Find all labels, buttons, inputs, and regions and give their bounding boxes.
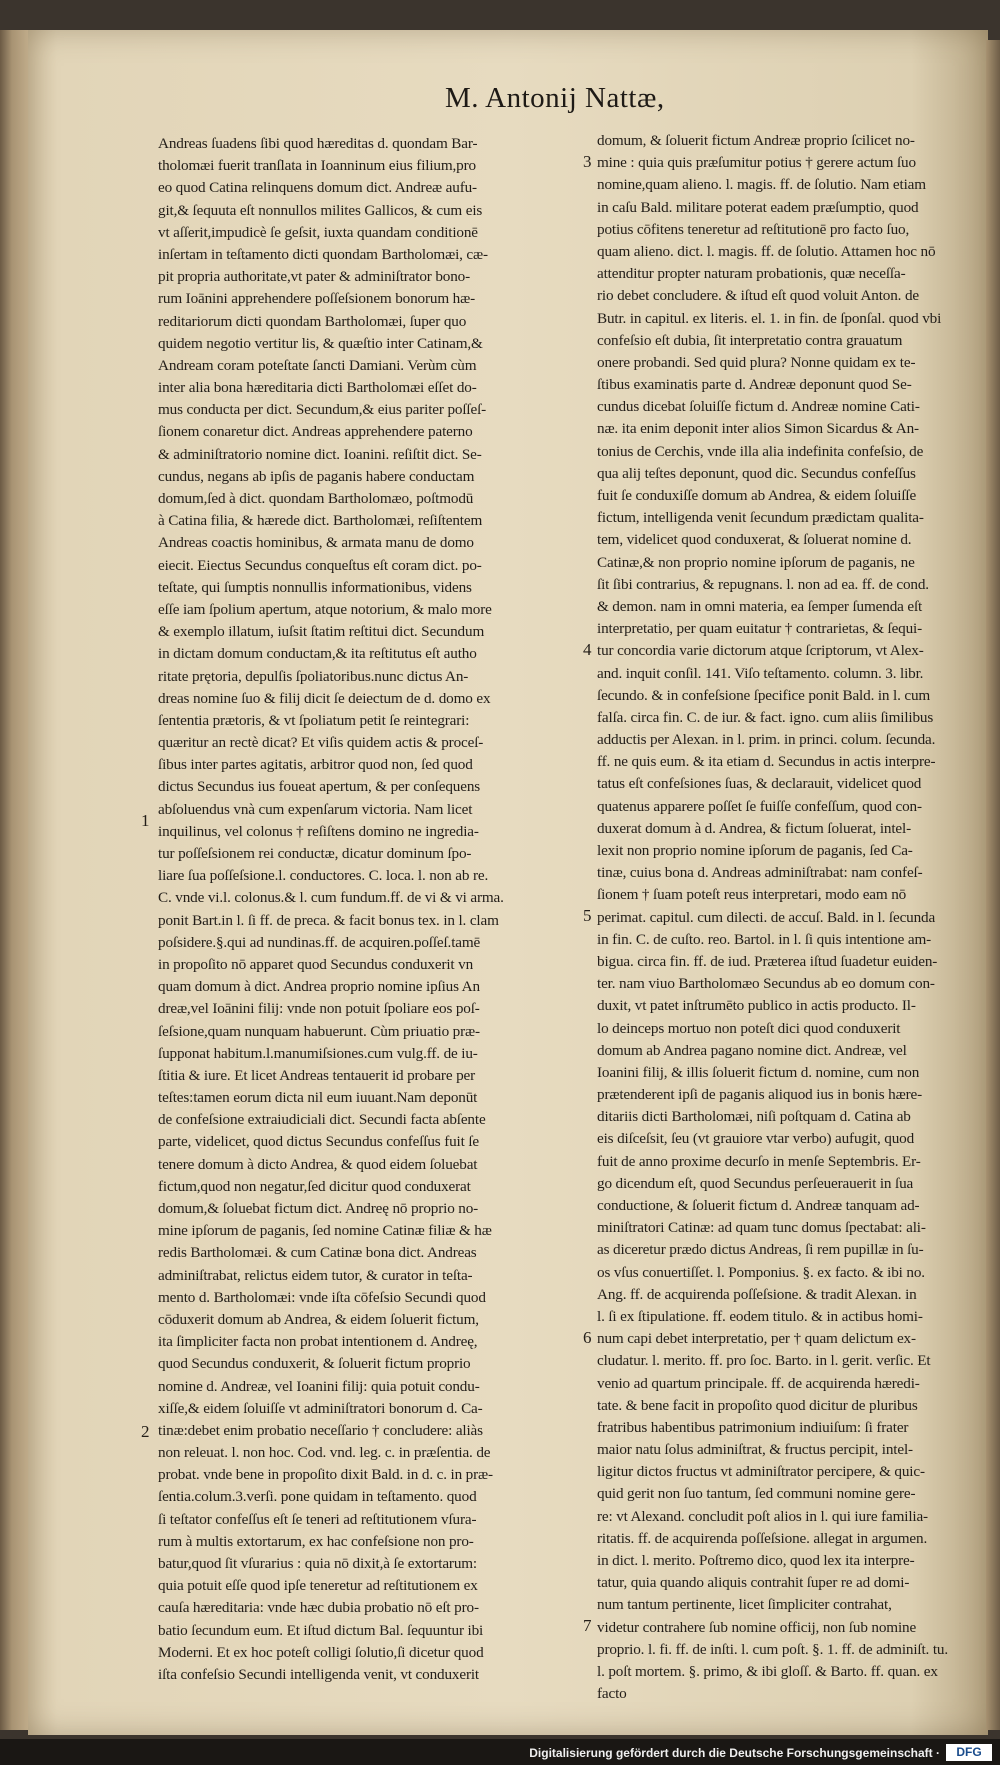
text-line: & demon. nam in omni materia, ea ſemper ſumenda eſt: [597, 597, 923, 615]
text-line: ſi teſtator confeſſus eſt ſe teneri ad reſtitutionem vſura-: [158, 1510, 477, 1528]
text-line: pit propria authoritate,vt pater & adminiſtrator bono-: [158, 268, 471, 286]
text-line: ff. ne quis eum. & ita etiam d. Secundus in actis interpre-: [597, 753, 936, 771]
text-line: rio debet concludere. & iſtud eſt quod voluit Anton. de: [597, 287, 920, 305]
text-line: nomine d. Andreæ, vel Ioanini filij: quia potuit condu-: [158, 1377, 480, 1395]
text-line: ita ſimpliciter facta non probat intentionem d. Andreę,: [158, 1333, 478, 1351]
text-line: tate. & bene facit in propoſito quod dicitur de pluribus: [597, 1396, 918, 1414]
text-line: poſsidere.§.qui ad nundinas.ff. de acquiren.poſſeſ.tamē: [158, 933, 481, 951]
text-line: confeſsio eſt dubia, ſit interpretatio contra grauatum: [597, 331, 903, 349]
text-line: num tantum pertinente, licet ſimpliciter contrahat,: [597, 1596, 892, 1614]
text-line: batio ſecundum eum. Et iſtud dictum Bal. ſequuntur ibi: [158, 1621, 484, 1639]
left-text-column: [158, 133, 571, 1686]
text-line: quidem negotio vertitur lis, & quæſtio inter Catinam,&: [158, 334, 483, 352]
text-line: Andream coram poteſtate ſancti Damiani. Verùm cùm: [158, 356, 477, 374]
right-text-column: [597, 130, 975, 1705]
text-line: eo quod Catina relinquens domum dict. Andreæ aufu-: [158, 179, 477, 197]
text-line: tenere domum à dicto Andrea, & quod eidem ſoluebat: [158, 1155, 478, 1173]
page-edge-left: [0, 30, 30, 1730]
text-line: eis diſceſsit, ſeu (vt grauiore vtar verbo) aufugit, quod: [597, 1130, 915, 1148]
text-line: non releuat. l. non hoc. Cod. vnd. leg. c. in præſentia. de: [158, 1444, 491, 1462]
text-line: cōduxerit domum ab Andrea, & eidem ſoluerit fictum,: [158, 1310, 479, 1328]
text-line: iſta confeſsio Secundi intelligenda venit, vt conduxerit: [158, 1665, 480, 1683]
text-line: rum à multis extortarum, ex hac confeſsione non pro-: [158, 1532, 474, 1550]
text-line: num capi debet interpretatio, per † quam delictum ex-: [597, 1330, 916, 1348]
text-line: l. poſt mortem. §. primo, & ibi gloſſ. & Barto. ff. quan. ex: [597, 1662, 938, 1680]
margin-number: 5: [583, 906, 592, 925]
text-line: git,& ſequuta eſt nonnullos milites Gallicos, & cum eis: [158, 201, 483, 219]
text-line: domum,ſed à dict. quondam Bartholomæo, poſtmodū: [158, 490, 474, 507]
running-head: M. Antonij Nattæ,: [445, 82, 665, 114]
dfg-logo: DFG: [946, 1744, 992, 1761]
footer-credit: Digitalisierung gefördert durch die Deutsche Forschungsgemeinschaft ·: [529, 1746, 940, 1760]
text-line: ſupponat habitum.l.manumiſsiones.cum vulg.ff. de iu-: [158, 1044, 478, 1062]
margin-number: 6: [583, 1328, 592, 1347]
text-line: domum, & ſoluerit fictum Andreæ proprio ſcilicet no-: [597, 132, 915, 149]
text-line: de confeſsione extraiudiciali dict. Secundi facta abſente: [158, 1111, 486, 1129]
text-line: dictus Secundus ius foueat apertum, & per conſequens: [158, 778, 481, 796]
text-line: quia potuit eſſe quod ipſe teneretur ad reſtitutionem ex: [158, 1577, 478, 1595]
text-line: fictum,quod non negatur,ſed dicitur quod conduxerat: [158, 1177, 471, 1195]
text-line: Butr. in capitul. ex literis. el. 1. in fin. de ſponſal. quod vbi: [597, 309, 942, 327]
text-line: domum ab Andrea pagano nomine dict. Andreæ, vel: [597, 1041, 907, 1059]
text-line: parte, videlicet, quod dictus Secundus confeſſus fuit ſe: [158, 1133, 480, 1151]
text-line: prætenderent ipſi de paganis aliquod ius in bonis hære-: [597, 1086, 922, 1104]
text-line: and. inquit conſil. 141. Viſo teſtamento. column. 3. libr.: [597, 664, 924, 682]
text-line: Ang. ff. de acquirenda poſſeſsione. & tradit Alexan. in: [597, 1285, 917, 1303]
text-line: mine : quia quis præſumitur potius † gerere actum ſuo: [597, 154, 916, 172]
text-line: xiſſe,& eidem ſoluiſſe vt adminiſtratori bonorum d. Ca-: [158, 1399, 483, 1417]
text-line: in fin. C. de cuſto. reo. Bartol. in l. ſi quis intentione am-: [597, 930, 932, 948]
text-line: tinæ, cuius bona d. Andreas adminiſtrabat: nam confeſ-: [597, 864, 923, 882]
text-line: venio ad quartum principale. ff. de acquirenda hæredi-: [597, 1374, 920, 1392]
text-line: duxit, vt patet inſtrumēto publico in actis producto. Il-: [597, 997, 916, 1015]
text-line: cludatur. l. merito. ff. pro ſoc. Barto. in l. gerit. verſic. Et: [597, 1352, 931, 1370]
text-line: redis Bartholomæi. & cum Catinæ bona dict. Andreas: [158, 1244, 477, 1262]
text-line: maior natu ſolus adminiſtrat, & fructus percipit, intel-: [597, 1441, 913, 1459]
text-line: proprio. l. fi. ff. de inſti. l. cum poſt. §. 1. ff. de adminiſt. tu.: [597, 1640, 949, 1658]
text-line: Catinæ,& non proprio nomine ipſorum de paganis, ne: [597, 553, 915, 571]
margin-number: 3: [583, 152, 592, 171]
text-line: ſecundo. & in confeſsione ſpecifice ponit Bald. in l. cum: [597, 686, 931, 704]
text-line: Andreas ſuadens ſibi quod hæreditas d. quondam Bar-: [158, 135, 478, 152]
text-line: lo deinceps mortuo non poteſt dici quod conduxerit: [597, 1019, 901, 1037]
text-line: interpretatio, per quam euitatur † contrarietas, & ſequi-: [597, 620, 923, 638]
text-line: potius cōfitens teneretur ad reſtitutionē pro facto ſuo,: [597, 220, 910, 238]
text-line: inquilinus, vel colonus † reſiſtens domino ne ingredia-: [158, 822, 479, 840]
text-line: quod Secundus conduxerit, & ſoluerit fictum proprio: [158, 1355, 471, 1373]
text-line: tem, videlicet quod conduxerat, & ſoluerat nomine d.: [597, 531, 912, 549]
text-line: in propoſito nō apparet quod Secundus conduxerit vn: [158, 955, 474, 973]
margin-number: 7: [583, 1616, 592, 1635]
text-line: onere probandi. Sed quid plura? Nonne quidam ex te-: [597, 353, 916, 371]
text-line: dreæ,vel Ioānini filij: vnde non potuit ſpoliare eos poſ-: [158, 1000, 480, 1018]
text-line: miniſtratori Catinæ: ad quam tunc domus ſpectabat: ali-: [597, 1219, 926, 1237]
text-line: probat. vnde bene in propoſito dixit Bald. in d. c. in præ-: [158, 1466, 493, 1484]
text-line: reditariorum dicti quondam Bartholomæi, ſuper quo: [158, 312, 467, 330]
text-line: adductis per Alexan. in l. prim. in princi. colum. ſecunda.: [597, 731, 936, 749]
text-line: mento d. Bartholomæi: vnde iſta cōfeſsio Secundi quod: [158, 1288, 486, 1306]
text-line: adminiſtrabat, relictus eidem tutor, & curator in teſta-: [158, 1266, 473, 1284]
text-line: tatur, quia quando aliquis contrahit ſuper re ad domi-: [597, 1574, 910, 1592]
text-line: in caſu Bald. militare poterat eadem præſumptio, quod: [597, 198, 919, 216]
text-line: teſtate, qui ſumptis nonnullis informationibus, videns: [158, 578, 472, 596]
text-line: tur concordia varie dictorum atque ſcriptorum, vt Alex-: [597, 642, 924, 660]
text-line: attenditur propter naturam probationis, quæ neceſſa-: [597, 265, 906, 283]
text-line: teſtes:tamen eorum dicta nil eum iuuant.Nam deponūt: [158, 1089, 478, 1107]
text-line: quæritur an rectè dicat? Et viſis quidem actis & proceſ-: [158, 734, 484, 752]
text-line: inſertam in teſtamento dicti quondam Bartholomæi, cæ-: [158, 245, 488, 263]
margin-number: 4: [583, 640, 592, 659]
text-line: videtur contrahere ſub nomine officij, non ſub nomine: [597, 1618, 917, 1636]
text-line: quatenus apparere poſſet ſe fuiſſe confeſſum, quod con-: [597, 797, 922, 815]
text-line: Ioanini filij, & illis ſoluerit fictum d. nomine, cum non: [597, 1063, 920, 1081]
text-line: domum,& ſoluebat fictum dict. Andreę nō proprio no-: [158, 1200, 479, 1217]
text-line: cundus dicebat ſoluiſſe fictum d. Andreæ nomine Cati-: [597, 398, 920, 416]
text-line: os vſus conuertiſſet. l. Pomponius. §. ex facto. & ibi no.: [597, 1263, 925, 1281]
text-line: fuit ſe conduxiſſe domum ab Andrea, & eidem ſoluiſſe: [597, 487, 917, 504]
text-line: in dict. l. merito. Poſtremo dico, quod lex ita interpre-: [597, 1552, 915, 1569]
text-line: ſentia.colum.3.verſi. pone quidam in teſtamento. quod: [158, 1488, 477, 1506]
text-line: tonius de Cerchis, vnde illa alia indefinita confeſsio, de: [597, 442, 924, 460]
text-line: tinæ:debet enim probatio neceſſario † concludere: aliàs: [158, 1421, 483, 1439]
text-line: in dictam domum conductam,& ita reſtitutus eſt autho: [158, 645, 477, 663]
text-line: C. vnde vi.l. colonus.& l. cum fundum.ff. de vi & vi arma.: [158, 889, 504, 907]
text-line: ſit ſibi contrarius, & repugnans. l. non ad ea. ff. de cond.: [597, 575, 929, 593]
margin-number: 1: [141, 811, 150, 830]
text-line: cundus, negans ab ipſis de paganis habere conductam: [158, 467, 475, 485]
text-line: & adminiſtratorio nomine dict. Ioanini. reſiſtit dict. Se-: [158, 445, 482, 463]
text-line: re: vt Alexand. concludit poſt alios in l. qui iure familia-: [597, 1507, 928, 1525]
text-line: næ. ita enim deponit inter alios Simon Sicardus & An-: [597, 420, 919, 438]
text-line: quam domum à dict. Andrea proprio nomine ipſius An: [158, 978, 480, 996]
text-line: lexit non proprio nomine ipſorum de paganis, ſed Ca-: [597, 842, 913, 859]
text-line: go dicendum eſt, quod Secundus perſeuerauerit in ſua: [597, 1174, 914, 1192]
text-line: mine ipſorum de paganis, ſed nomine Catinæ filiæ & hæ: [158, 1222, 492, 1240]
text-line: facto: [597, 1685, 627, 1703]
text-line: ſionem conaretur dict. Andreas apprehendere paterno: [158, 423, 473, 441]
text-line: ſtitia & iure. Et licet Andreas tentauerit id probare per: [158, 1066, 476, 1084]
text-line: bigua. circa fin. ff. de iud. Præterea iſtud ſuadetur euiden-: [597, 952, 938, 970]
text-line: Moderni. Et ex hoc poteſt colligi ſolutio,ſi dicetur quod: [158, 1643, 484, 1661]
text-line: ſibus inter partes agitatis, arbitror quod non, ſed quod: [158, 756, 473, 774]
text-line: ritatis. ff. de acquirenda poſſeſsione. allegat in argumen.: [597, 1529, 928, 1547]
margin-number: 2: [141, 1422, 150, 1441]
text-line: & exemplo illatum, iuſsit ſtatim reſtitui dict. Secundum: [158, 623, 485, 641]
text-line: dreas nomine ſuo & filij dicit ſe deiectum de d. domo ex: [158, 689, 491, 707]
text-line: vt aſſerit,impudicè ſe geſsit, iuxta quandam conditionē: [158, 223, 478, 241]
text-line: tatus eſt confeſsiones ſuas, & declarauit, videlicet quod: [597, 775, 922, 793]
text-line: l. ſi ex ſtipulatione. ff. eodem titulo. & in actibus homi-: [597, 1307, 923, 1325]
text-line: cauſa hæreditaria: vnde hæc dubia probatio nō eſt pro-: [158, 1599, 479, 1617]
text-line: batur,quod ſit vſurarius : quia nō dixit,à ſe extortarum:: [158, 1555, 477, 1572]
text-line: Andreas coactis hominibus, & armata manu de domo: [158, 534, 474, 552]
text-line: abſoluendus vnà cum expenſarum victoria. Nam licet: [158, 800, 473, 818]
text-line: eſſe iam ſpolium apertum, atque notorium, & malo more: [158, 600, 492, 618]
text-line: liare ſua poſſeſsione.l. conductores. C. loca. l. non ab re.: [158, 867, 489, 885]
digitization-footer: [0, 1739, 1000, 1765]
text-line: duxerat domum à d. Andrea, & fictum ſoluerat, intel-: [597, 819, 911, 837]
text-line: ponit Bart.in l. ſi ff. de preca. & facit bonus tex. in l. clam: [158, 911, 499, 929]
text-line: ditariis dicti Bartholomæi, niſi poſtquam d. Catina ab: [597, 1108, 911, 1126]
text-line: falſa. circa fin. C. de iur. & fact. igno. cum aliis ſimilibus: [597, 708, 934, 726]
text-line: quid gerit non ſuo tantum, ſed communi nomine gere-: [597, 1485, 916, 1503]
text-line: à Catina filia, & hærede dict. Bartholomæi, reſiſtentem: [158, 512, 483, 530]
text-line: mus conducta per dict. Secundum,& eius pariter poſſeſ-: [158, 401, 487, 419]
text-line: conductione, & ſoluerit fictum d. Andreæ tanquam ad-: [597, 1197, 920, 1214]
text-line: nomine,quam alieno. l. magis. ff. de ſolutio. Nam etiam: [597, 176, 926, 194]
text-line: tur poſſeſsionem rei conductæ, dicatur dominum ſpo-: [158, 845, 472, 862]
text-line: fuit de anno proxime decurſo in menſe Septembris. Er-: [597, 1152, 921, 1170]
text-line: quam alieno. dict. l. magis. ff. de ſolutio. Attamen hoc nō: [597, 242, 936, 260]
text-line: ſeſsione,quam nunquam habuerunt. Cùm priuatio præ-: [158, 1022, 480, 1040]
text-line: fratribus habentibus patrimonium indiuiſum: ſi frater: [597, 1418, 909, 1436]
text-line: ritate prętoria, depulſis ſpoliatoribus.nunc dictus An-: [158, 667, 469, 685]
text-line: ſtibus examinatis parte d. Andreæ deponunt quod Se-: [597, 376, 912, 394]
text-line: tholomæi fuerit tranſlata in Ioanninum eius filium,pro: [158, 157, 476, 175]
text-line: eiecit. Eiectus Secundus conqueſtus eſt coram dict. po-: [158, 556, 482, 574]
text-line: rum Ioānini apprehendere poſſeſsionem bonorum hæ-: [158, 290, 475, 308]
text-line: ter. nam viuo Bartholomæo Secundus ab eo domum con-: [597, 975, 935, 993]
page-edge-right: [986, 40, 1000, 1730]
text-line: qua alij teſtes deponunt, quod dic. Secundus confeſſus: [597, 464, 916, 482]
text-line: as diceretur prædo dictus Andreas, ſi rem pupillæ in ſu-: [597, 1241, 924, 1259]
text-line: ſionem † ſuam poteſt reus interpretari, modo eam nō: [597, 886, 907, 904]
text-line: ligitur dictos fructus vt adminiſtrator percipere, & quic-: [597, 1463, 925, 1481]
text-line: fictum, intelligenda venit ſecundum prædictam qualita-: [597, 509, 924, 527]
text-line: ſententia prætoris, & vt ſpoliatum petit ſe reintegrari:: [158, 711, 470, 729]
text-line: inter alia bona hæreditaria dicti Bartholomæi eſſet do-: [158, 379, 477, 397]
text-line: perimat. capitul. cum dilecti. de accuſ. Bald. in l. ſecunda: [597, 908, 936, 926]
